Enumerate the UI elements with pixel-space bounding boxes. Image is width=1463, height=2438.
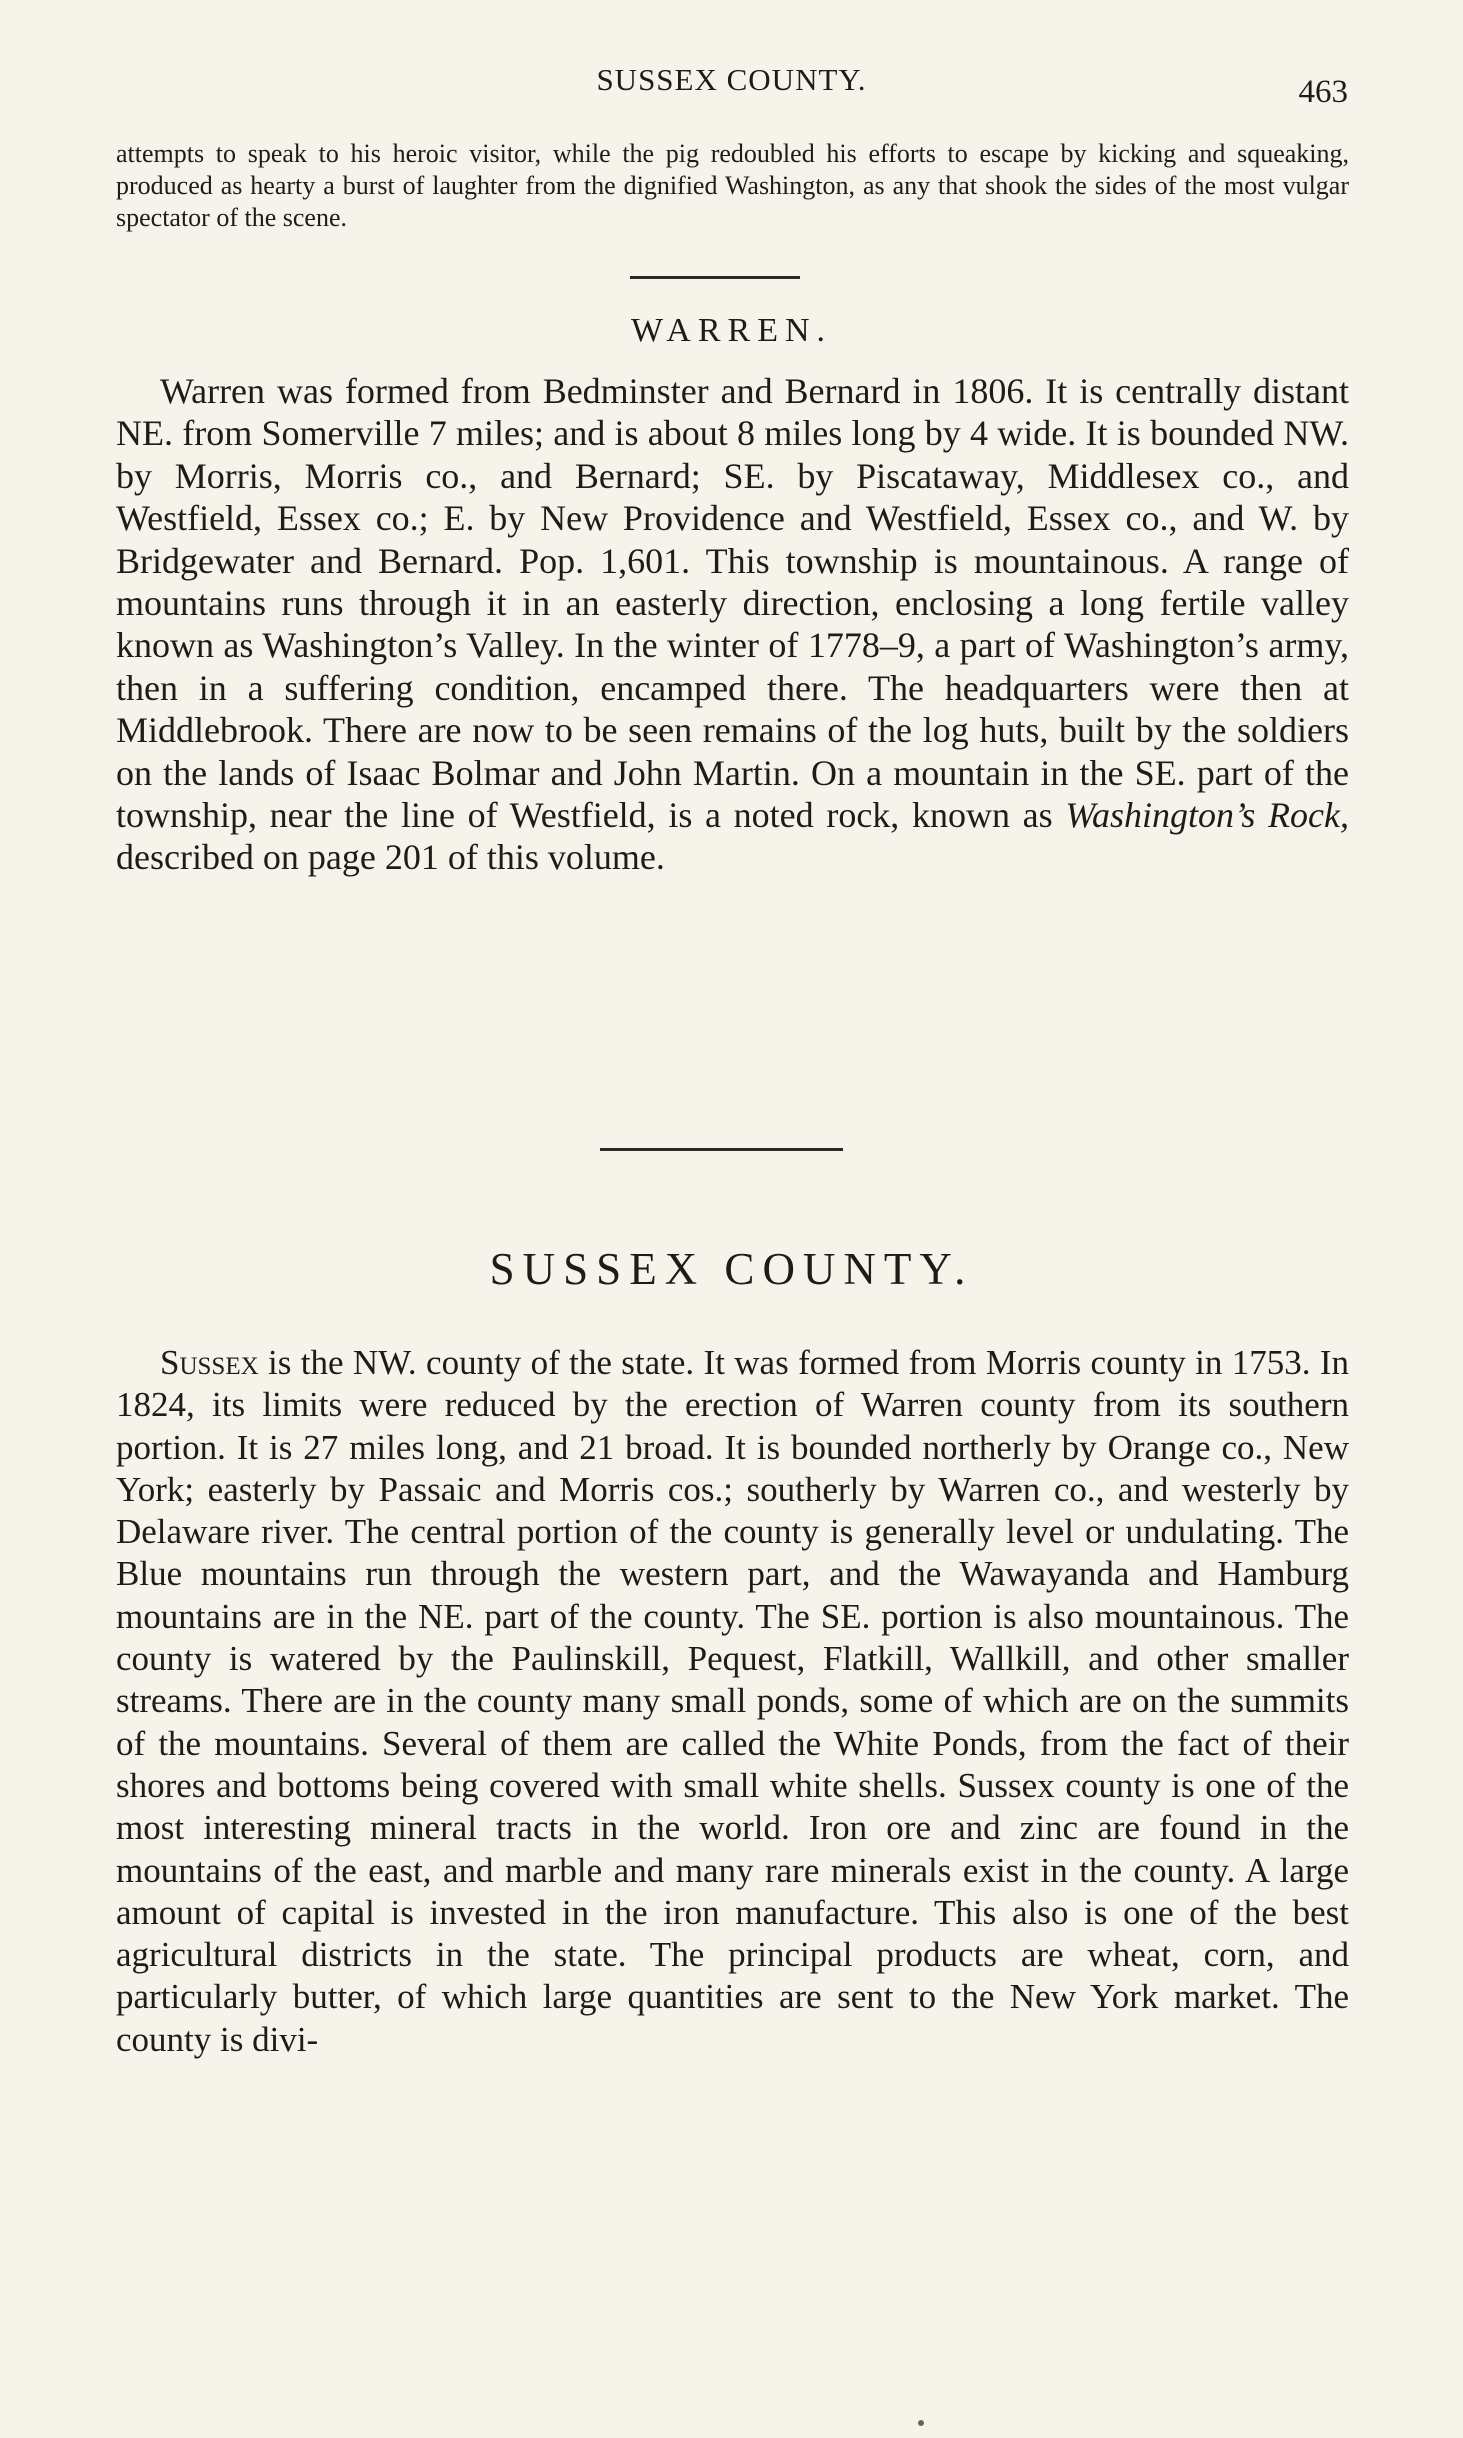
carryover-paragraph: attempts to speak to his heroic visitor, while the pig redoubled his efforts to escape by kicking and squeaking, produced as hearty a burst of laughter from the dignified Washington, as any that shook the sides of the most vulgar spectator of the scene. bbox=[116, 139, 1349, 232]
paper-speck bbox=[918, 2420, 924, 2426]
sussex-county-heading: SUSSEX COUNTY. bbox=[489, 1244, 974, 1294]
warren-heading: WARREN. bbox=[630, 312, 833, 349]
running-head: SUSSEX COUNTY. bbox=[596, 62, 867, 97]
sussex-paragraph bbox=[116, 1342, 1349, 2061]
warren-paragraph bbox=[116, 370, 1349, 879]
sussex-lead-word: Sussex bbox=[160, 1343, 259, 1382]
page-number: 463 bbox=[1298, 74, 1348, 110]
section-divider bbox=[600, 1148, 843, 1151]
washingtons-rock-italic: Washington’s Rock, bbox=[1065, 795, 1349, 836]
section-divider bbox=[630, 276, 800, 279]
warren-text: Warren was formed from Bedminster and Bernard in 1806. It is centrally distant NE. from Somerville 7 miles; and is about 8 miles long by 4 wide. It is bounded NW. by Morris, Morris co., and Bernard; SE. by Piscataway, Middlesex co., and Westfield, Essex co.; E. by New Providence and Westfield, Essex co., and W. by Bridgewater and Bernard. Pop. 1,601. This township is mountainous. A range of mountains runs through it in an easterly direction, enclosing a long fertile valley known as Washington’s Valley. In the winter of 1778–9, a part of Washington’s army, then in a suffering condition, encamped there. The headquarters were then at Middlebrook. There are now to be seen remains of the log huts, built by the soldiers on the lands of Isaac Bolmar and John Martin. On a mountain in the SE. part of the township, near the line of Westfield, is a noted rock, known as bbox=[116, 371, 1349, 836]
warren-text-end: described on page 201 of this volume. bbox=[116, 837, 665, 878]
sussex-text: is the NW. county of the state. It was formed from Morris county in 1753. In 1824, its limits were reduced by the erection of Warren county from its southern portion. It is 27 miles long, and 21 broad. It is bounded northerly by Orange co., New York; easterly by Passaic and Morris cos.; southerly by Warren co., and westerly by Delaware river. The central portion of the county is generally level or undulating. The Blue mountains run through the western part, and the Wawayanda and Hamburg mountains are in the NE. part of the county. The SE. portion is also mountainous. The county is watered by the Paulinskill, Pequest, Flatkill, Wallkill, and other smaller streams. There are in the county many small ponds, some of which are on the summits of the mountains. Several of them are called the White Ponds, from the fact of their shores and bottoms being covered with small white shells. Sussex county is one of the most interesting mineral tracts in the world. Iron ore and zinc are found in the mountains of the east, and marble and many rare minerals exist in the county. A large amount of capital is invested in the iron manufacture. This also is one of the best agricultural districts in the state. The principal products are wheat, corn, and particularly butter, of which large quantities are sent to the New York market. The county is divi- bbox=[116, 1343, 1349, 2059]
